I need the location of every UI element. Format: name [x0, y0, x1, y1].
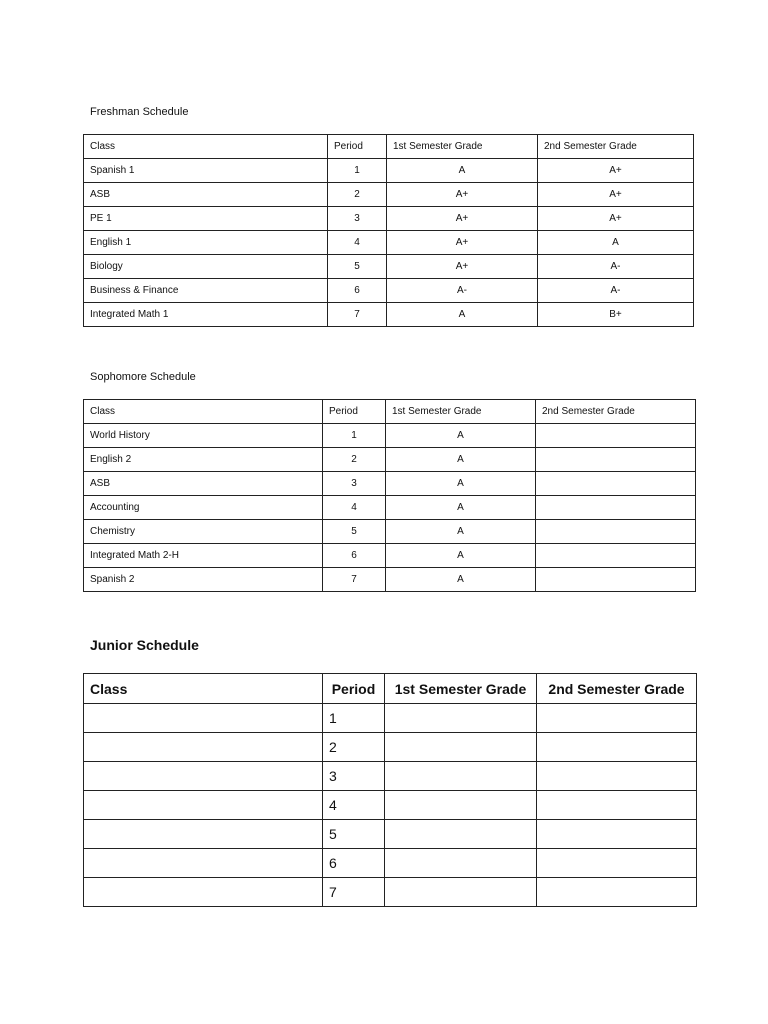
class-cell[interactable]	[84, 733, 323, 762]
sem1-grade-cell: A	[386, 448, 536, 472]
period-cell: 1	[323, 424, 386, 448]
sem2-grade-cell[interactable]	[537, 704, 697, 733]
sem1-grade-cell: A	[386, 520, 536, 544]
period-cell: 2	[328, 183, 387, 207]
sem2-grade-cell[interactable]	[537, 733, 697, 762]
table-row	[84, 448, 696, 472]
sem2-grade-cell	[536, 568, 696, 592]
period-cell: 5	[323, 820, 385, 849]
period-cell: 3	[323, 762, 385, 791]
period-cell: 5	[328, 255, 387, 279]
class-cell[interactable]	[84, 704, 323, 733]
sem1-grade-cell: A	[386, 544, 536, 568]
sem2-grade-cell: A+	[538, 159, 694, 183]
class-cell[interactable]	[84, 762, 323, 791]
sem2-grade-cell	[536, 424, 696, 448]
period-cell: 2	[323, 448, 386, 472]
sem1-grade-cell: A	[386, 568, 536, 592]
table-row	[84, 472, 696, 496]
class-cell: English 1	[84, 231, 328, 255]
sem2-grade-cell: B+	[538, 303, 694, 327]
freshman-table	[83, 134, 694, 327]
sem1-grade-cell[interactable]	[385, 791, 537, 820]
class-cell[interactable]	[84, 820, 323, 849]
sem1-grade-cell[interactable]	[385, 704, 537, 733]
period-cell: 1	[323, 704, 385, 733]
period-cell: 6	[323, 849, 385, 878]
sem2-grade-cell	[536, 544, 696, 568]
class-cell: Chemistry	[84, 520, 323, 544]
table-row	[84, 279, 694, 303]
period-cell: 3	[323, 472, 386, 496]
table-row	[84, 424, 696, 448]
header-class: Class	[84, 135, 328, 159]
header-period: Period	[328, 135, 387, 159]
period-cell: 1	[328, 159, 387, 183]
sem1-grade-cell: A+	[387, 207, 538, 231]
sem1-grade-cell[interactable]	[385, 820, 537, 849]
table-row	[84, 878, 697, 907]
period-cell: 7	[323, 568, 386, 592]
class-cell: Spanish 2	[84, 568, 323, 592]
class-cell: Business & Finance	[84, 279, 328, 303]
header-class: Class	[84, 400, 323, 424]
table-row	[84, 231, 694, 255]
class-cell: Integrated Math 2-H	[84, 544, 323, 568]
junior-table	[83, 673, 697, 907]
sem1-grade-cell: A+	[387, 231, 538, 255]
table-row	[84, 544, 696, 568]
class-cell: Biology	[84, 255, 328, 279]
class-cell[interactable]	[84, 791, 323, 820]
period-cell: 2	[323, 733, 385, 762]
table-row	[84, 733, 697, 762]
table-row	[84, 791, 697, 820]
header-sem2: 2nd Semester Grade	[538, 135, 694, 159]
header-period: Period	[323, 400, 386, 424]
period-cell: 6	[328, 279, 387, 303]
table-row	[84, 159, 694, 183]
period-cell: 4	[323, 496, 386, 520]
period-cell: 7	[328, 303, 387, 327]
table-header-row	[84, 400, 696, 424]
sem1-grade-cell: A	[387, 159, 538, 183]
table-header-row	[84, 135, 694, 159]
header-period: Period	[323, 674, 385, 704]
table-row	[84, 496, 696, 520]
table-row	[84, 183, 694, 207]
class-cell: Spanish 1	[84, 159, 328, 183]
sem2-grade-cell	[536, 520, 696, 544]
table-row	[84, 820, 697, 849]
class-cell[interactable]	[84, 849, 323, 878]
freshman-title: Freshman Schedule	[90, 106, 189, 118]
sem2-grade-cell: A	[538, 231, 694, 255]
period-cell: 5	[323, 520, 386, 544]
sem2-grade-cell: A+	[538, 183, 694, 207]
sem1-grade-cell[interactable]	[385, 878, 537, 907]
header-sem2: 2nd Semester Grade	[537, 674, 697, 704]
sem2-grade-cell: A-	[538, 279, 694, 303]
period-cell: 7	[323, 878, 385, 907]
sem2-grade-cell: A-	[538, 255, 694, 279]
class-cell: PE 1	[84, 207, 328, 231]
class-cell: Integrated Math 1	[84, 303, 328, 327]
sophomore-title: Sophomore Schedule	[90, 371, 196, 383]
class-cell: ASB	[84, 472, 323, 496]
header-sem1: 1st Semester Grade	[387, 135, 538, 159]
sem2-grade-cell[interactable]	[537, 762, 697, 791]
sem2-grade-cell[interactable]	[537, 849, 697, 878]
header-class: Class	[84, 674, 323, 704]
sophomore-table	[83, 399, 696, 592]
header-sem2: 2nd Semester Grade	[536, 400, 696, 424]
sem1-grade-cell: A-	[387, 279, 538, 303]
class-cell: World History	[84, 424, 323, 448]
class-cell: ASB	[84, 183, 328, 207]
period-cell: 3	[328, 207, 387, 231]
sem2-grade-cell[interactable]	[537, 878, 697, 907]
period-cell: 6	[323, 544, 386, 568]
sem1-grade-cell[interactable]	[385, 762, 537, 791]
sem2-grade-cell	[536, 472, 696, 496]
period-cell: 4	[328, 231, 387, 255]
sem2-grade-cell	[536, 496, 696, 520]
sem1-grade-cell: A	[386, 496, 536, 520]
sem1-grade-cell: A	[386, 472, 536, 496]
sem2-grade-cell: A+	[538, 207, 694, 231]
table-row	[84, 520, 696, 544]
sem1-grade-cell: A	[386, 424, 536, 448]
table-row	[84, 704, 697, 733]
junior-title: Junior Schedule	[90, 637, 199, 653]
table-row	[84, 207, 694, 231]
header-sem1: 1st Semester Grade	[385, 674, 537, 704]
sem1-grade-cell: A	[387, 303, 538, 327]
class-cell[interactable]	[84, 878, 323, 907]
period-cell: 4	[323, 791, 385, 820]
table-row	[84, 849, 697, 878]
table-row	[84, 568, 696, 592]
table-row	[84, 762, 697, 791]
table-row	[84, 303, 694, 327]
sem2-grade-cell[interactable]	[537, 820, 697, 849]
sem1-grade-cell: A+	[387, 183, 538, 207]
header-sem1: 1st Semester Grade	[386, 400, 536, 424]
class-cell: Accounting	[84, 496, 323, 520]
table-header-row	[84, 674, 697, 704]
table-row	[84, 255, 694, 279]
sem2-grade-cell	[536, 448, 696, 472]
class-cell: English 2	[84, 448, 323, 472]
sem1-grade-cell: A+	[387, 255, 538, 279]
sem2-grade-cell[interactable]	[537, 791, 697, 820]
sem1-grade-cell[interactable]	[385, 733, 537, 762]
sem1-grade-cell[interactable]	[385, 849, 537, 878]
